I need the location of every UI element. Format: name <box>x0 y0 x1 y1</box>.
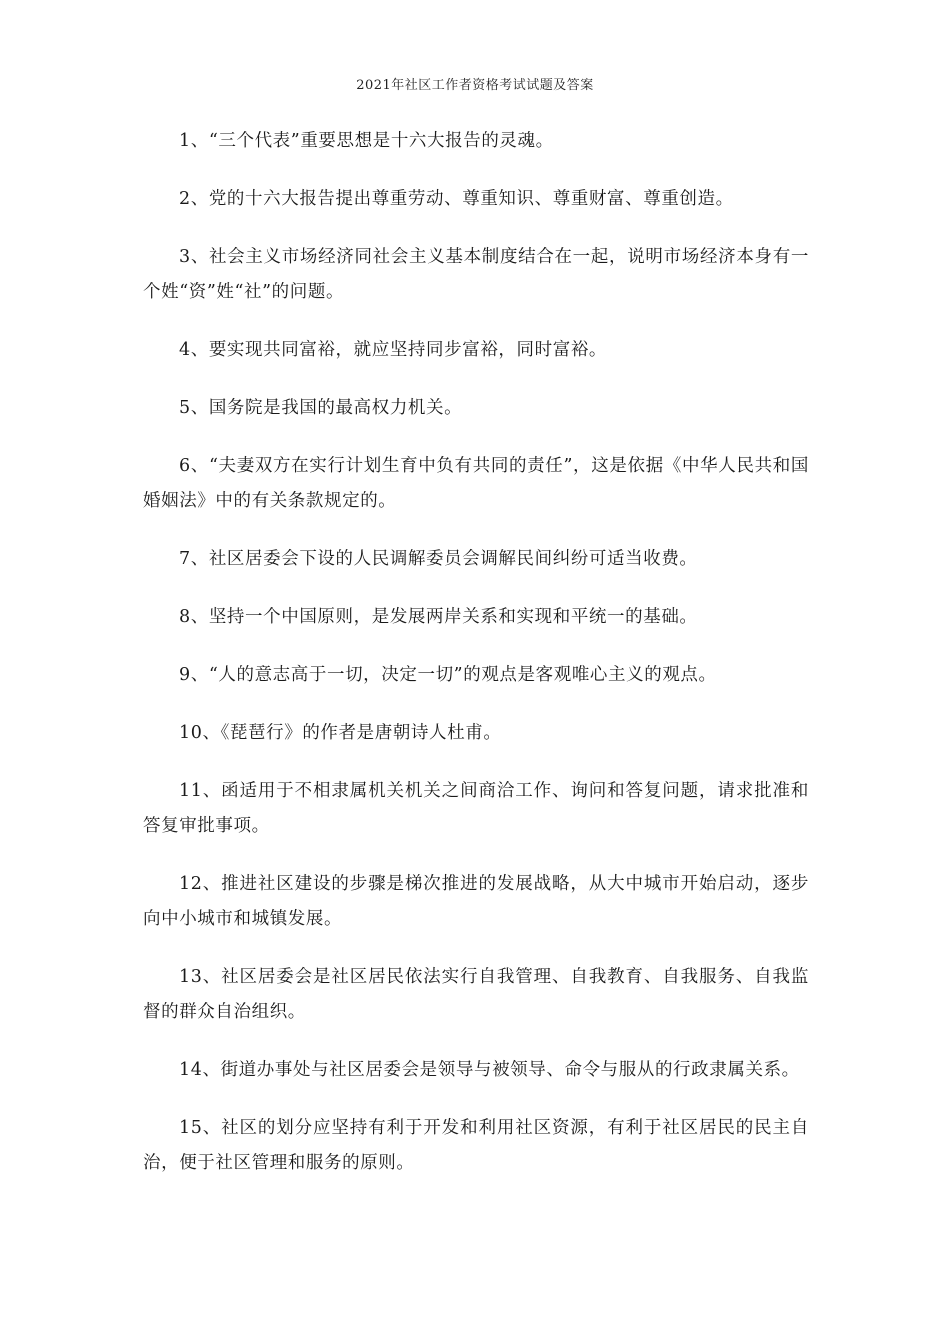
question-item-8: 8、坚持一个中国原则，是发展两岸关系和实现和平统一的基础。 <box>179 607 698 627</box>
question-item-12: 12、推进社区建设的步骤是梯次推进的发展战略，从大中城市开始启动，逐步向中小城市和城镇发展。 <box>143 874 809 929</box>
document-title: 2021年社区工作者资格考试试题及答案 <box>356 78 594 93</box>
question-item-11: 11、函适用于不相隶属机关机关之间商洽工作、询问和答复问题，请求批准和答复审批事项。 <box>143 781 809 836</box>
question-item-7: 7、社区居委会下设的人民调解委员会调解民间纠纷可适当收费。 <box>179 549 698 569</box>
question-item-14: 14、街道办事处与社区居委会是领导与被领导、命令与服从的行政隶属关系。 <box>179 1060 800 1080</box>
question-list <box>143 124 809 1204</box>
question-item-6: 6、“夫妻双方在实行计划生育中负有共同的责任”，这是依据《中华人民共和国婚姻法》中的有关条款规定的。 <box>143 456 809 511</box>
question-item-13: 13、社区居委会是社区居民依法实行自我管理、自我教育、自我服务、自我监督的群众自治组织。 <box>143 967 809 1022</box>
question-item-1: 1、“三个代表”重要思想是十六大报告的灵魂。 <box>179 131 554 151</box>
question-item-15: 15、社区的划分应坚持有利于开发和利用社区资源，有利于社区居民的民主自治，便于社区管理和服务的原则。 <box>143 1118 809 1173</box>
question-item-10: 10、《琵琶行》的作者是唐朝诗人杜甫。 <box>179 723 502 743</box>
question-item-2: 2、党的十六大报告提出尊重劳动、尊重知识、尊重财富、尊重创造。 <box>179 189 734 209</box>
question-item-3: 3、社会主义市场经济同社会主义基本制度结合在一起，说明市场经济本身有一个姓“资”姓“社”的问题。 <box>143 247 809 302</box>
question-item-5: 5、国务院是我国的最高权力机关。 <box>179 398 463 418</box>
question-item-9: 9、“人的意志高于一切，决定一切”的观点是客观唯心主义的观点。 <box>179 665 717 685</box>
question-item-4: 4、要实现共同富裕，就应坚持同步富裕，同时富裕。 <box>179 340 608 360</box>
